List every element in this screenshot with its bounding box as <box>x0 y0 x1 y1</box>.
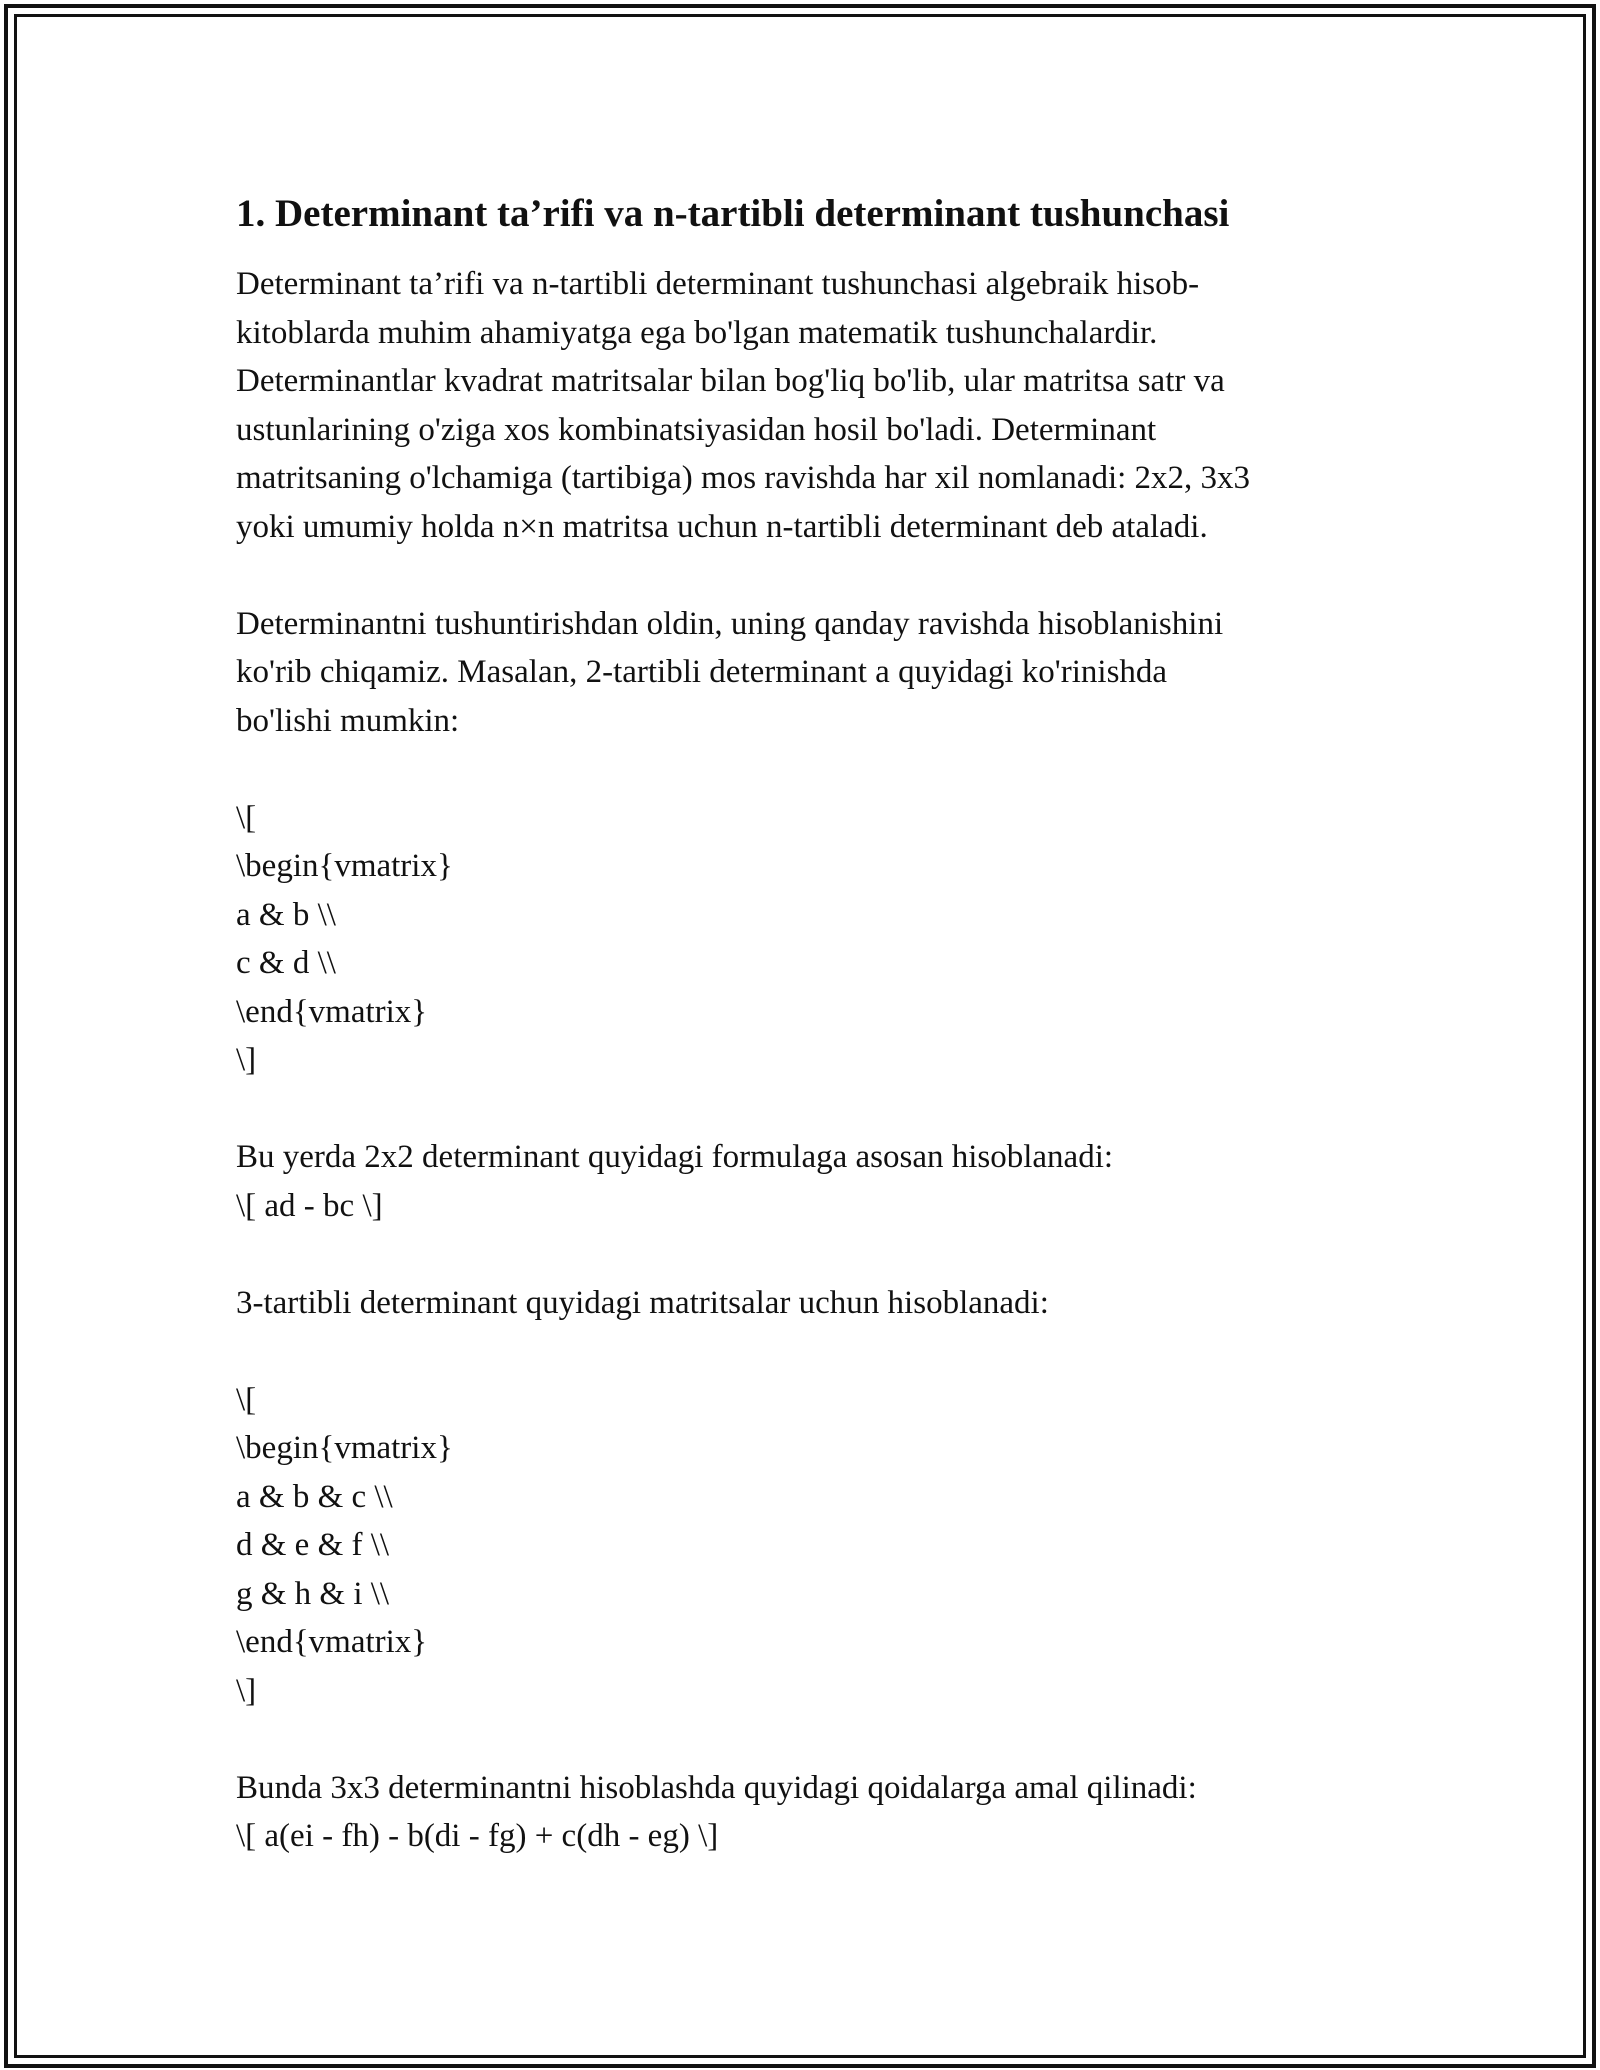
text-line: Bunda 3x3 determinantni hisoblashda quyidagi qoidalarga amal qilinadi: <box>236 1769 1197 1806</box>
text-line: ko'rib chiqamiz. Masalan, 2-tartibli determinant a quyidagi ko'rinishda <box>236 654 1168 690</box>
intro-3x3 <box>236 1279 1386 1376</box>
latex-line: \end{vmatrix} <box>236 1624 428 1660</box>
text-line: Determinantni tushuntirishdan oldin, uning qanday ravishda hisoblanishini <box>236 605 1224 642</box>
section-heading: 1. Determinant ta’rifi va n-tartibli determinant tushunchasi <box>236 192 1230 235</box>
text-line: Bu yerda 2x2 determinant quyidagi formulaga asosan hisoblanadi: <box>236 1139 1114 1175</box>
latex-line: \] <box>236 1672 257 1709</box>
latex-line: \[ <box>236 799 257 836</box>
latex-line: \[ ad - bc \] <box>236 1187 383 1224</box>
latex-matrix-3x3 <box>236 1376 1386 1764</box>
latex-line: \[ <box>236 1381 257 1418</box>
latex-line: g & h & i \\ <box>236 1575 390 1612</box>
text-line: matritsaning o'lchamiga (tartibiga) mos ravishda har xil nomlanadi: 2x2, 3x3 <box>236 460 1251 496</box>
latex-line: \begin{vmatrix} <box>236 848 453 884</box>
latex-line: \begin{vmatrix} <box>236 1430 453 1466</box>
blank-line <box>236 551 1386 600</box>
blank-line <box>236 1715 1386 1764</box>
latex-line: c & d \\ <box>236 945 336 981</box>
blank-line <box>236 745 1386 794</box>
formula-3x3 <box>236 1764 1386 1861</box>
paragraph-explanation <box>236 600 1386 794</box>
latex-line: \end{vmatrix} <box>236 993 428 1030</box>
text-line: kitoblarda muhim ahamiyatga ega bo'lgan matematik tushunchalardir. <box>236 314 1158 351</box>
blank-line <box>236 1085 1386 1134</box>
blank-line <box>236 1327 1386 1376</box>
latex-line: a & b & c \\ <box>236 1478 393 1515</box>
text-line: Determinantlar kvadrat matritsalar bilan bog'liq bo'lib, ular matritsa satr va <box>236 363 1225 399</box>
blank-line <box>236 1230 1386 1279</box>
paragraph-definition <box>236 260 1386 600</box>
latex-line: a & b \\ <box>236 896 336 933</box>
document-body <box>236 188 1386 1861</box>
text-line: ustunlarining o'ziga xos kombinatsiyasidan hosil bo'ladi. Determinant <box>236 411 1157 448</box>
text-line: yoki umumiy holda n×n matritsa uchun n-tartibli determinant deb ataladi. <box>236 508 1208 545</box>
formula-2x2 <box>236 1133 1386 1279</box>
text-line: 3-tartibli determinant quyidagi matritsalar uchun hisoblanadi: <box>236 1284 1049 1321</box>
text-line: bo'lishi mumkin: <box>236 702 460 739</box>
text-line: Determinant ta’rifi va n-tartibli determinant tushunchasi algebraik hisob- <box>236 266 1200 302</box>
latex-line: \[ a(ei - fh) - b(di - fg) + c(dh - eg) \] <box>236 1818 719 1854</box>
latex-matrix-2x2 <box>236 794 1386 1134</box>
latex-line: \] <box>236 1042 257 1078</box>
latex-line: d & e & f \\ <box>236 1527 390 1563</box>
